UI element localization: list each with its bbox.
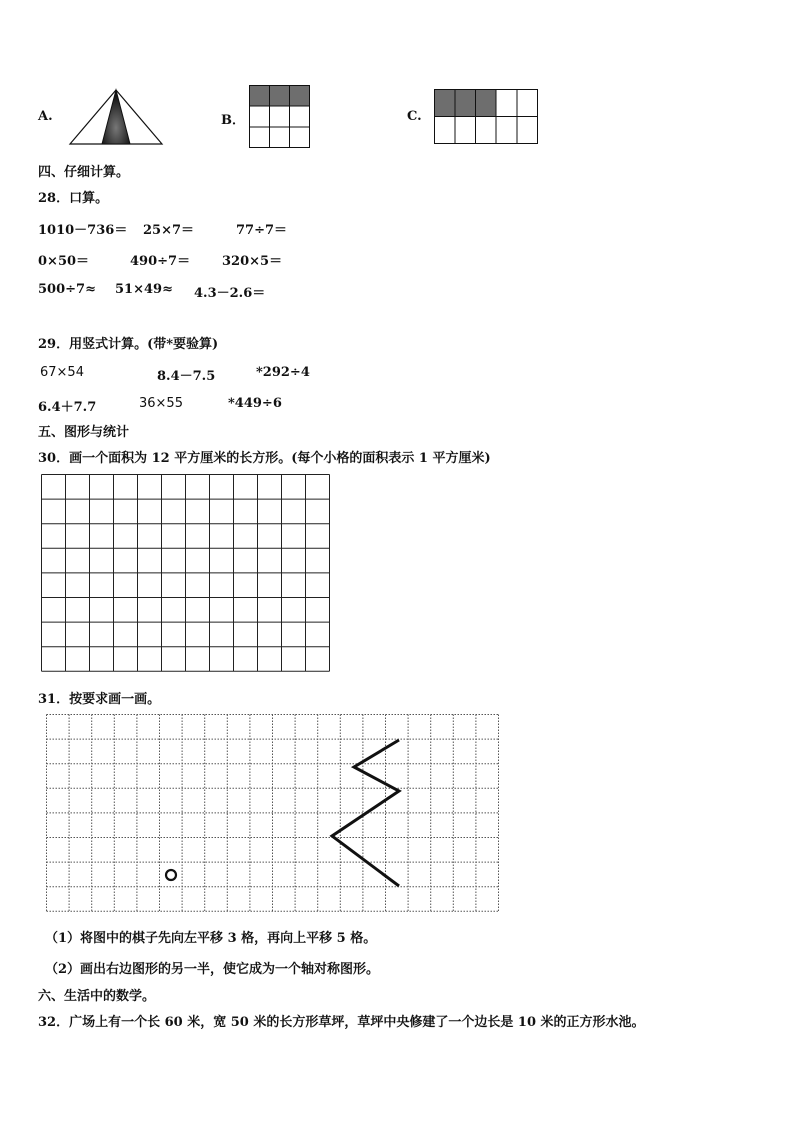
q29-item: 36×55 (139, 396, 183, 411)
option-c-label: C. (407, 109, 422, 124)
q29-item: *292÷4 (256, 365, 310, 380)
q29-item: 67×54 (40, 365, 84, 380)
q31-title: 31．按要求画一画。 (38, 692, 161, 707)
q28-item: 51×49≈ (115, 282, 173, 297)
q29-item: 6.4＋7.7 (38, 400, 97, 415)
q28-item: 320×5＝ (222, 254, 283, 269)
q30-title: 30．画一个面积为 12 平方厘米的长方形。(每个小格的面积表示 1 平方厘米) (38, 451, 491, 466)
option-b-grid-figure (249, 85, 311, 149)
q28-item: 0×50＝ (38, 254, 90, 269)
q28-item: 77÷7＝ (236, 223, 288, 238)
q32-title: 32．广场上有一个长 60 米，宽 50 米的长方形草坪，草坪中央修建了一个边长是 10 米的正方形水池。 (38, 1015, 645, 1030)
section-6-title: 六、生活中的数学。 (38, 989, 156, 1004)
q31-dotted-grid[interactable] (46, 714, 504, 914)
q29-item: 8.4－7.5 (157, 369, 216, 384)
chess-piece (166, 870, 176, 880)
option-c-grid-figure (434, 89, 540, 145)
q28-item: 490÷7＝ (130, 254, 191, 269)
q31-instruction: （2）画出右边图形的另一半，使它成为一个轴对称图形。 (45, 962, 380, 977)
section-4-title: 四、仔细计算。 (38, 165, 130, 180)
q28-item: 500÷7≈ (38, 282, 96, 297)
option-a-label: A. (38, 109, 53, 124)
q29-title: 29．用竖式计算。(带*要验算) (38, 337, 219, 352)
q28-item: 4.3－2.6＝ (194, 286, 266, 301)
option-b-label: B． (221, 113, 245, 128)
q28-item: 25×7＝ (143, 223, 195, 238)
q31-instruction: （1）将图中的棋子先向左平移 3 格，再向上平移 5 格。 (45, 931, 377, 946)
q30-square-grid[interactable] (41, 474, 331, 674)
q29-item: *449÷6 (228, 396, 282, 411)
q28-item: 1010－736＝ (38, 223, 128, 238)
option-a-triangle-figure (68, 88, 164, 146)
section-5-title: 五、图形与统计 (38, 425, 130, 440)
q28-title: 28．口算。 (38, 191, 109, 206)
